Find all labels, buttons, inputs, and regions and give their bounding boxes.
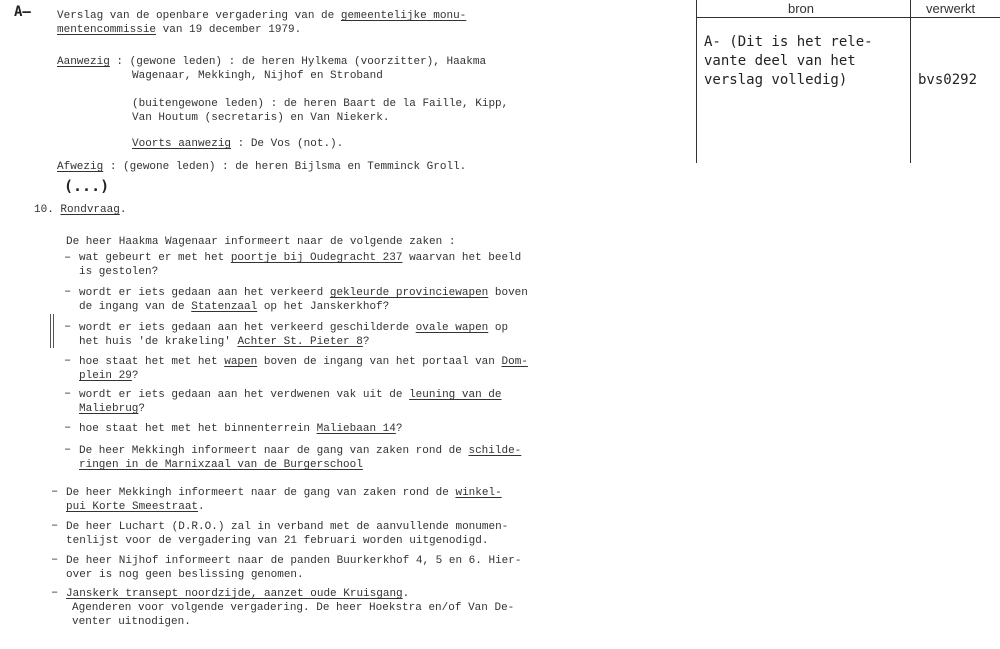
dash-bullet: – xyxy=(51,484,59,498)
outer-item-1-line-2: pui Korte Smeestraat. xyxy=(66,501,205,513)
section-marker: A— xyxy=(14,4,31,20)
table-cell-source-line-3: verslag volledig) xyxy=(704,72,848,88)
dash-bullet: – xyxy=(64,319,72,333)
table-header-source: bron xyxy=(788,1,815,16)
also-present-line: Voorts aanwezig : De Vos (not.). xyxy=(132,138,344,150)
item-2-line-2: de ingang van de Statenzaal op het Janskerkhof? xyxy=(79,301,390,313)
dash-bullet: – xyxy=(51,518,59,532)
table-cell-code: bvs0292 xyxy=(918,72,978,88)
archive-table xyxy=(696,0,1000,163)
ellipsis: (...) xyxy=(64,177,110,195)
dash-bullet: – xyxy=(64,386,72,400)
item-7-line-2: ringen in de Marnixzaal van de Burgerschool xyxy=(79,459,363,471)
dash-bullet: – xyxy=(51,552,59,566)
dash-bullet: – xyxy=(64,284,72,298)
table-border-left xyxy=(696,0,697,163)
table-header-processed: verwerkt xyxy=(926,1,976,16)
item-7-line-1: De heer Mekkingh informeert naar de gang van zaken rond de schilde- xyxy=(79,445,522,457)
report-heading-line-1: Verslag van de openbare vergadering van de gemeentelijke monu- xyxy=(57,10,467,22)
item-5-line-1: wordt er iets gedaan aan het verdwenen vak uit de leuning van de xyxy=(79,389,502,401)
outer-item-1-line-1: De heer Mekkingh informeert naar de gang van zaken rond de winkel- xyxy=(66,487,502,499)
item-1-line-2: is gestolen? xyxy=(79,266,159,278)
extra-members-line-2: Van Houtum (secretaris) en Van Niekerk. xyxy=(132,112,390,124)
section-heading: 10. Rondvraag. xyxy=(34,204,127,216)
outer-item-2-line-1: De heer Luchart (D.R.O.) zal in verband met de aanvullende monumen- xyxy=(66,521,509,533)
report-heading-line-2: mentencommissie van 19 december 1979. xyxy=(57,24,302,36)
outer-item-3-line-2: over is nog geen beslissing genomen. xyxy=(66,569,304,581)
item-6-line-1: hoe staat het met het binnenterrein Maliebaan 14? xyxy=(79,423,403,435)
item-4-line-1: hoe staat het met het wapen boven de ingang van het portaal van Dom- xyxy=(79,356,528,368)
table-cell-source-line-2: vante deel van het xyxy=(704,53,856,69)
item-4-line-2: plein 29? xyxy=(79,370,139,382)
section-intro: De heer Haakma Wagenaar informeert naar de volgende zaken : xyxy=(66,236,456,248)
outer-item-4-line-3: venter uitnodigen. xyxy=(72,616,191,628)
margin-mark xyxy=(50,314,51,348)
dash-bullet: – xyxy=(64,442,72,456)
table-cell-source-line-1: A- (Dit is het rele- xyxy=(704,34,873,50)
outer-item-4-line-2: Agenderen voor volgende vergadering. De heer Hoekstra en/of Van De- xyxy=(72,602,515,614)
margin-mark xyxy=(53,314,54,348)
table-column-divider xyxy=(910,0,911,163)
dash-bullet: – xyxy=(64,250,72,264)
extra-members-line-1: (buitengewone leden) : de heren Baart de la Faille, Kipp, xyxy=(132,98,509,110)
item-3-line-1: wordt er iets gedaan aan het verkeerd geschilderde ovale wapen op xyxy=(79,322,509,334)
present-line-2: Wagenaar, Mekkingh, Nijhof en Stroband xyxy=(132,70,383,82)
dash-bullet: – xyxy=(51,585,59,599)
table-header-rule xyxy=(696,17,1000,18)
outer-item-2-line-2: tenlijst voor de vergadering van 21 februari worden uitgenodigd. xyxy=(66,535,489,547)
outer-item-4-line-1: Janskerk transept noordzijde, aanzet oude Kruisgang. xyxy=(66,588,410,600)
item-5-line-2: Maliebrug? xyxy=(79,403,146,415)
absent-line: Afwezig : (gewone leden) : de heren Bijlsma en Temminck Groll. xyxy=(57,161,467,173)
outer-item-3-line-1: De heer Nijhof informeert naar de panden Buurkerkhof 4, 5 en 6. Hier- xyxy=(66,555,522,567)
present-line-1: Aanwezig : (gewone leden) : de heren Hylkema (voorzitter), Haakma xyxy=(57,56,487,68)
item-2-line-1: wordt er iets gedaan aan het verkeerd gekleurde provinciewapen boven xyxy=(79,287,528,299)
item-3-line-2: het huis 'de krakeling' Achter St. Pieter 8? xyxy=(79,336,370,348)
item-1-line-1: wat gebeurt er met het poortje bij Oudegracht 237 waarvan het beeld xyxy=(79,252,522,264)
dash-bullet: – xyxy=(64,353,72,367)
dash-bullet: – xyxy=(64,420,72,434)
